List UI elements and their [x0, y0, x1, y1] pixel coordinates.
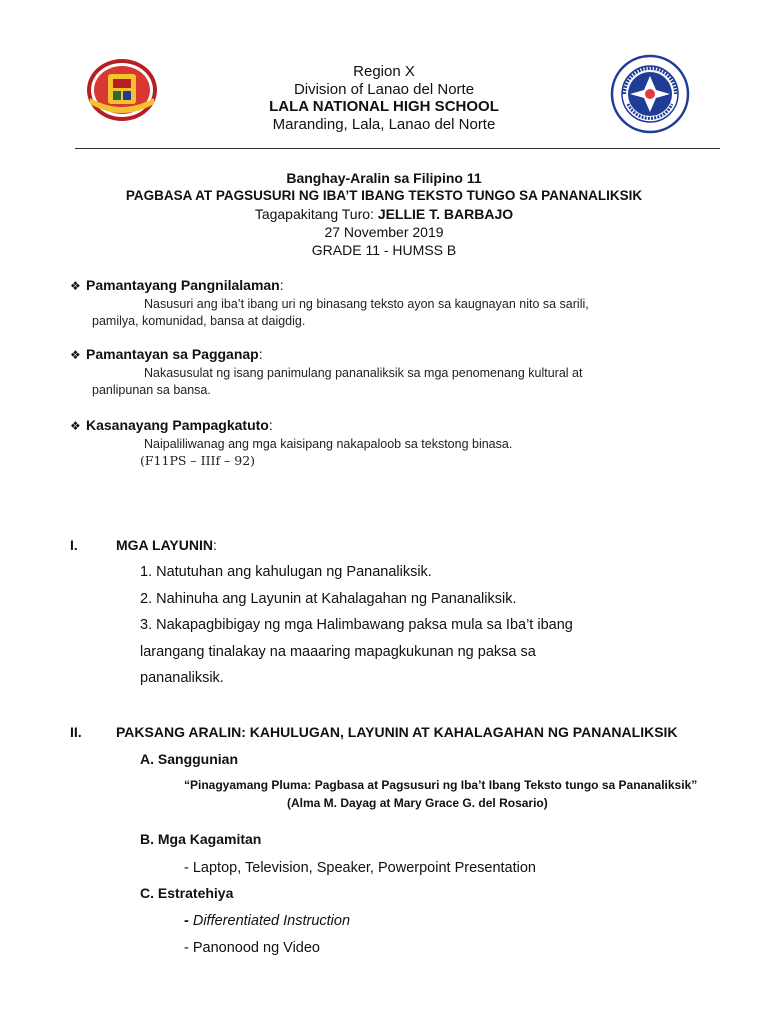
plan-title: Banghay-Aralin sa Filipino 11 [286, 170, 482, 186]
lesson-date: 27 November 2019 [324, 224, 444, 240]
subsection-a-title: A. Sanggunian [140, 751, 238, 767]
header-school-name: LALA NATIONAL HIGH SCHOOL [269, 98, 499, 115]
content-standard-text-2: pamilya, komunidad, bansa at daigdig. [92, 314, 306, 328]
reference-title: “Pinagyamang Pluma: Pagbasa at Pagsusuri ng Iba’t Ibang Teksto tungo sa Pananaliksik” [184, 778, 698, 792]
performance-standard-text-2: panlipunan sa bansa. [92, 383, 211, 397]
strategy-item-2: - Panonood ng Video [184, 940, 320, 956]
section-2-title: PAKSANG ARALIN: KAHULUGAN, LAYUNIN AT KAHALAGAHAN NG PANANALIKSIK [116, 724, 678, 740]
content-standard-heading: ❖ Pamantayang Pangnilalaman: [70, 277, 284, 293]
objective-item-3-end: pananaliksik. [140, 670, 224, 686]
section-1-number: I. [70, 537, 78, 553]
diamond-bullet-icon: ❖ [70, 279, 81, 293]
competency-code: (F11PS – IIIf – 92) [140, 453, 256, 468]
reference-authors: (Alma M. Dayag at Mary Grace G. del Rosario) [287, 796, 548, 810]
section-1-title: MGA LAYUNIN: [116, 537, 217, 553]
learning-competency-heading: ❖ Kasanayang Pampagkatuto: [70, 417, 273, 433]
performance-standard-heading: ❖ Pamantayan sa Pagganap: [70, 346, 263, 362]
teacher-line [0, 205, 768, 223]
header-address: Maranding, Lala, Lanao del Norte [272, 116, 496, 133]
learning-competency-text: Naipaliliwanag ang mga kaisipang nakapaloob sa tekstong binasa. [144, 437, 513, 451]
objective-item-3: 3. Nakapagbibigay ng mga Halimbawang paksa mula sa Iba’t ibang [140, 617, 573, 633]
header-division: Division of Lanao del Norte [293, 81, 475, 98]
materials-list: - Laptop, Television, Speaker, Powerpoint Presentation [184, 860, 536, 876]
diamond-bullet-icon: ❖ [70, 419, 81, 433]
objective-item-1: 1. Natutuhan ang kahulugan ng Pananaliksik. [140, 564, 432, 580]
teacher-name: JELLIE T. BARBAJO [377, 206, 514, 222]
header-divider [75, 148, 720, 149]
grade-section: GRADE 11 - HUMSS B [311, 242, 457, 258]
subject-title: PAGBASA AT PAGSUSURI NG IBA’T IBANG TEKSTO TUNGO SA PANANALIKSIK [125, 188, 643, 203]
objective-item-2: 2. Nahinuha ang Layunin at Kahalagahan ng Pananaliksik. [140, 591, 517, 607]
performance-standard-text-1: Nakasusulat ng isang panimulang pananaliksik sa mga penomenang kultural at [144, 366, 583, 380]
subsection-b-title: B. Mga Kagamitan [140, 831, 262, 847]
section-2-number: II. [70, 724, 82, 740]
strategy-item-1: - Differentiated Instruction [184, 913, 351, 929]
teacher-label: Tagapakitang Turo: [254, 206, 378, 222]
content-standard-text-1: Nasusuri ang iba’t ibang uri ng binasang teksto ayon sa kaugnayan nito sa sarili, [144, 297, 589, 311]
objective-item-3-cont: larangang tinalakay na maaaring mapagkukunan ng paksa sa [140, 644, 536, 660]
diamond-bullet-icon: ❖ [70, 348, 81, 362]
subsection-c-title: C. Estratehiya [140, 885, 234, 901]
header-region: Region X [353, 63, 415, 80]
